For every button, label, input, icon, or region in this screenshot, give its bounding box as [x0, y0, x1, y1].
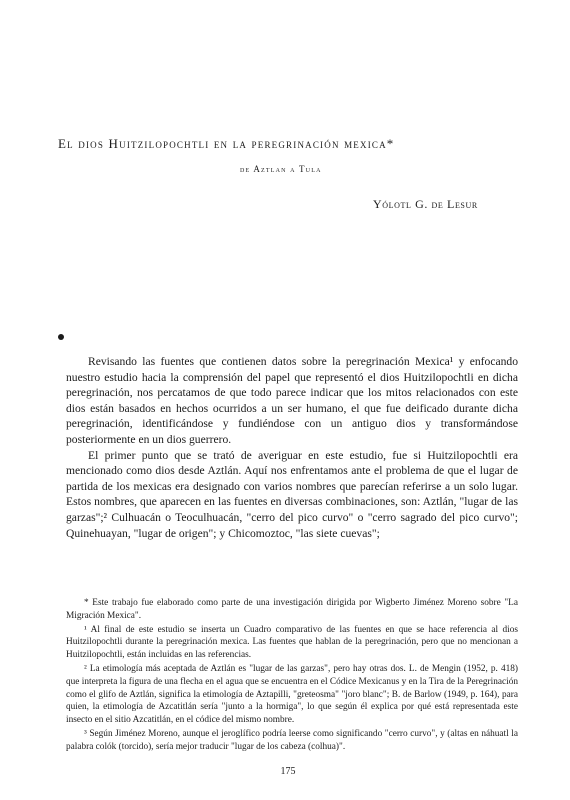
page-number: 175	[280, 766, 296, 777]
body-paragraph: El primer punto que se trató de averiguar en este estudio, fue si Huitzilopochtli era mencionado como dios desde Aztlán. Aquí nos enfrentamos ante el problema de que el lugar de partida de los mexicas era designado con varios nombres que parecían referirse a un solo lugar. Estos nombres, que aparecen en las fuentes en diversas combinaciones, son: Aztlán, "lugar de las garzas";² Culhuacán o Teoculhuacán, "cerro del pico curvo" o "cerro sagrado del pico curvo"; Quinehuayan, "lugar de origen"; y Chicomoztoc, "las siete cuevas";	[66, 448, 518, 540]
body-paragraph: Revisando las fuentes que contienen datos sobre la peregrinación Mexica¹ y enfocando nuestro estudio hacia la comprensión del papel que representó el dios Huitzilopochtli en dicha peregrinación, nos percatamos de que todo parece indicar que los mitos relacionados con este dios están basados en hechos ocurridos a un ser humano, el que fue deificado durante dicha peregrinación, identificándose y fundiéndose con un antiguo dios y transformándose posteriormente en un dios guerrero.	[66, 355, 518, 446]
footnote: ³ Según Jiménez Moreno, aunque el jeroglífico podría leerse como significando "cerro curvo", y (altas en náhuatl la palabra colók (torcido), sería mejor traducir "lugar de los cabeza (colhua)".	[66, 728, 518, 752]
footnotes	[66, 597, 518, 755]
margin-mark	[58, 334, 64, 340]
article-title: El dios Huitzilopochtli en la peregrinación mexica*	[58, 136, 395, 151]
article-subtitle: de Aztlan a Tula	[240, 164, 322, 174]
article-body	[66, 354, 518, 541]
article-author: Yólotl G. de Lesur	[373, 197, 478, 211]
footnote: * Este trabajo fue elaborado como parte de una investigación dirigida por Wigberto Jiménez Moreno sobre "La Migración Mexica".	[66, 598, 518, 621]
footnote: ² La etimología más aceptada de Aztlán es "lugar de las garzas", pero hay otras dos. L. de Mengin (1952, p. 418) que interpreta la figura de una flecha en el agua que se encuentra en el Códice Mexicanus y en la Tira de la Peregrinación como el glifo de Aztlán, significa la etimología de Aztapilli, "greteosma" "joro blanc"; B. de Barlow (1949, p. 164), para quien, la etimología de Azcatitlán sería "junto a la hormiga", lo que según él explica por qué está representada este insecto en el sitio Azcatitlán, en el códice del mismo nombre.	[66, 663, 518, 726]
footnote: ¹ Al final de este estudio se inserta un Cuadro comparativo de las fuentes en que se hace referencia al dios Huitzilopochtli durante la peregrinación mexica. Las fuentes que hablan de la peregrinación, pero que no mencionan a Huitzilopochtli, están incluidas en las referencias.	[66, 624, 518, 661]
